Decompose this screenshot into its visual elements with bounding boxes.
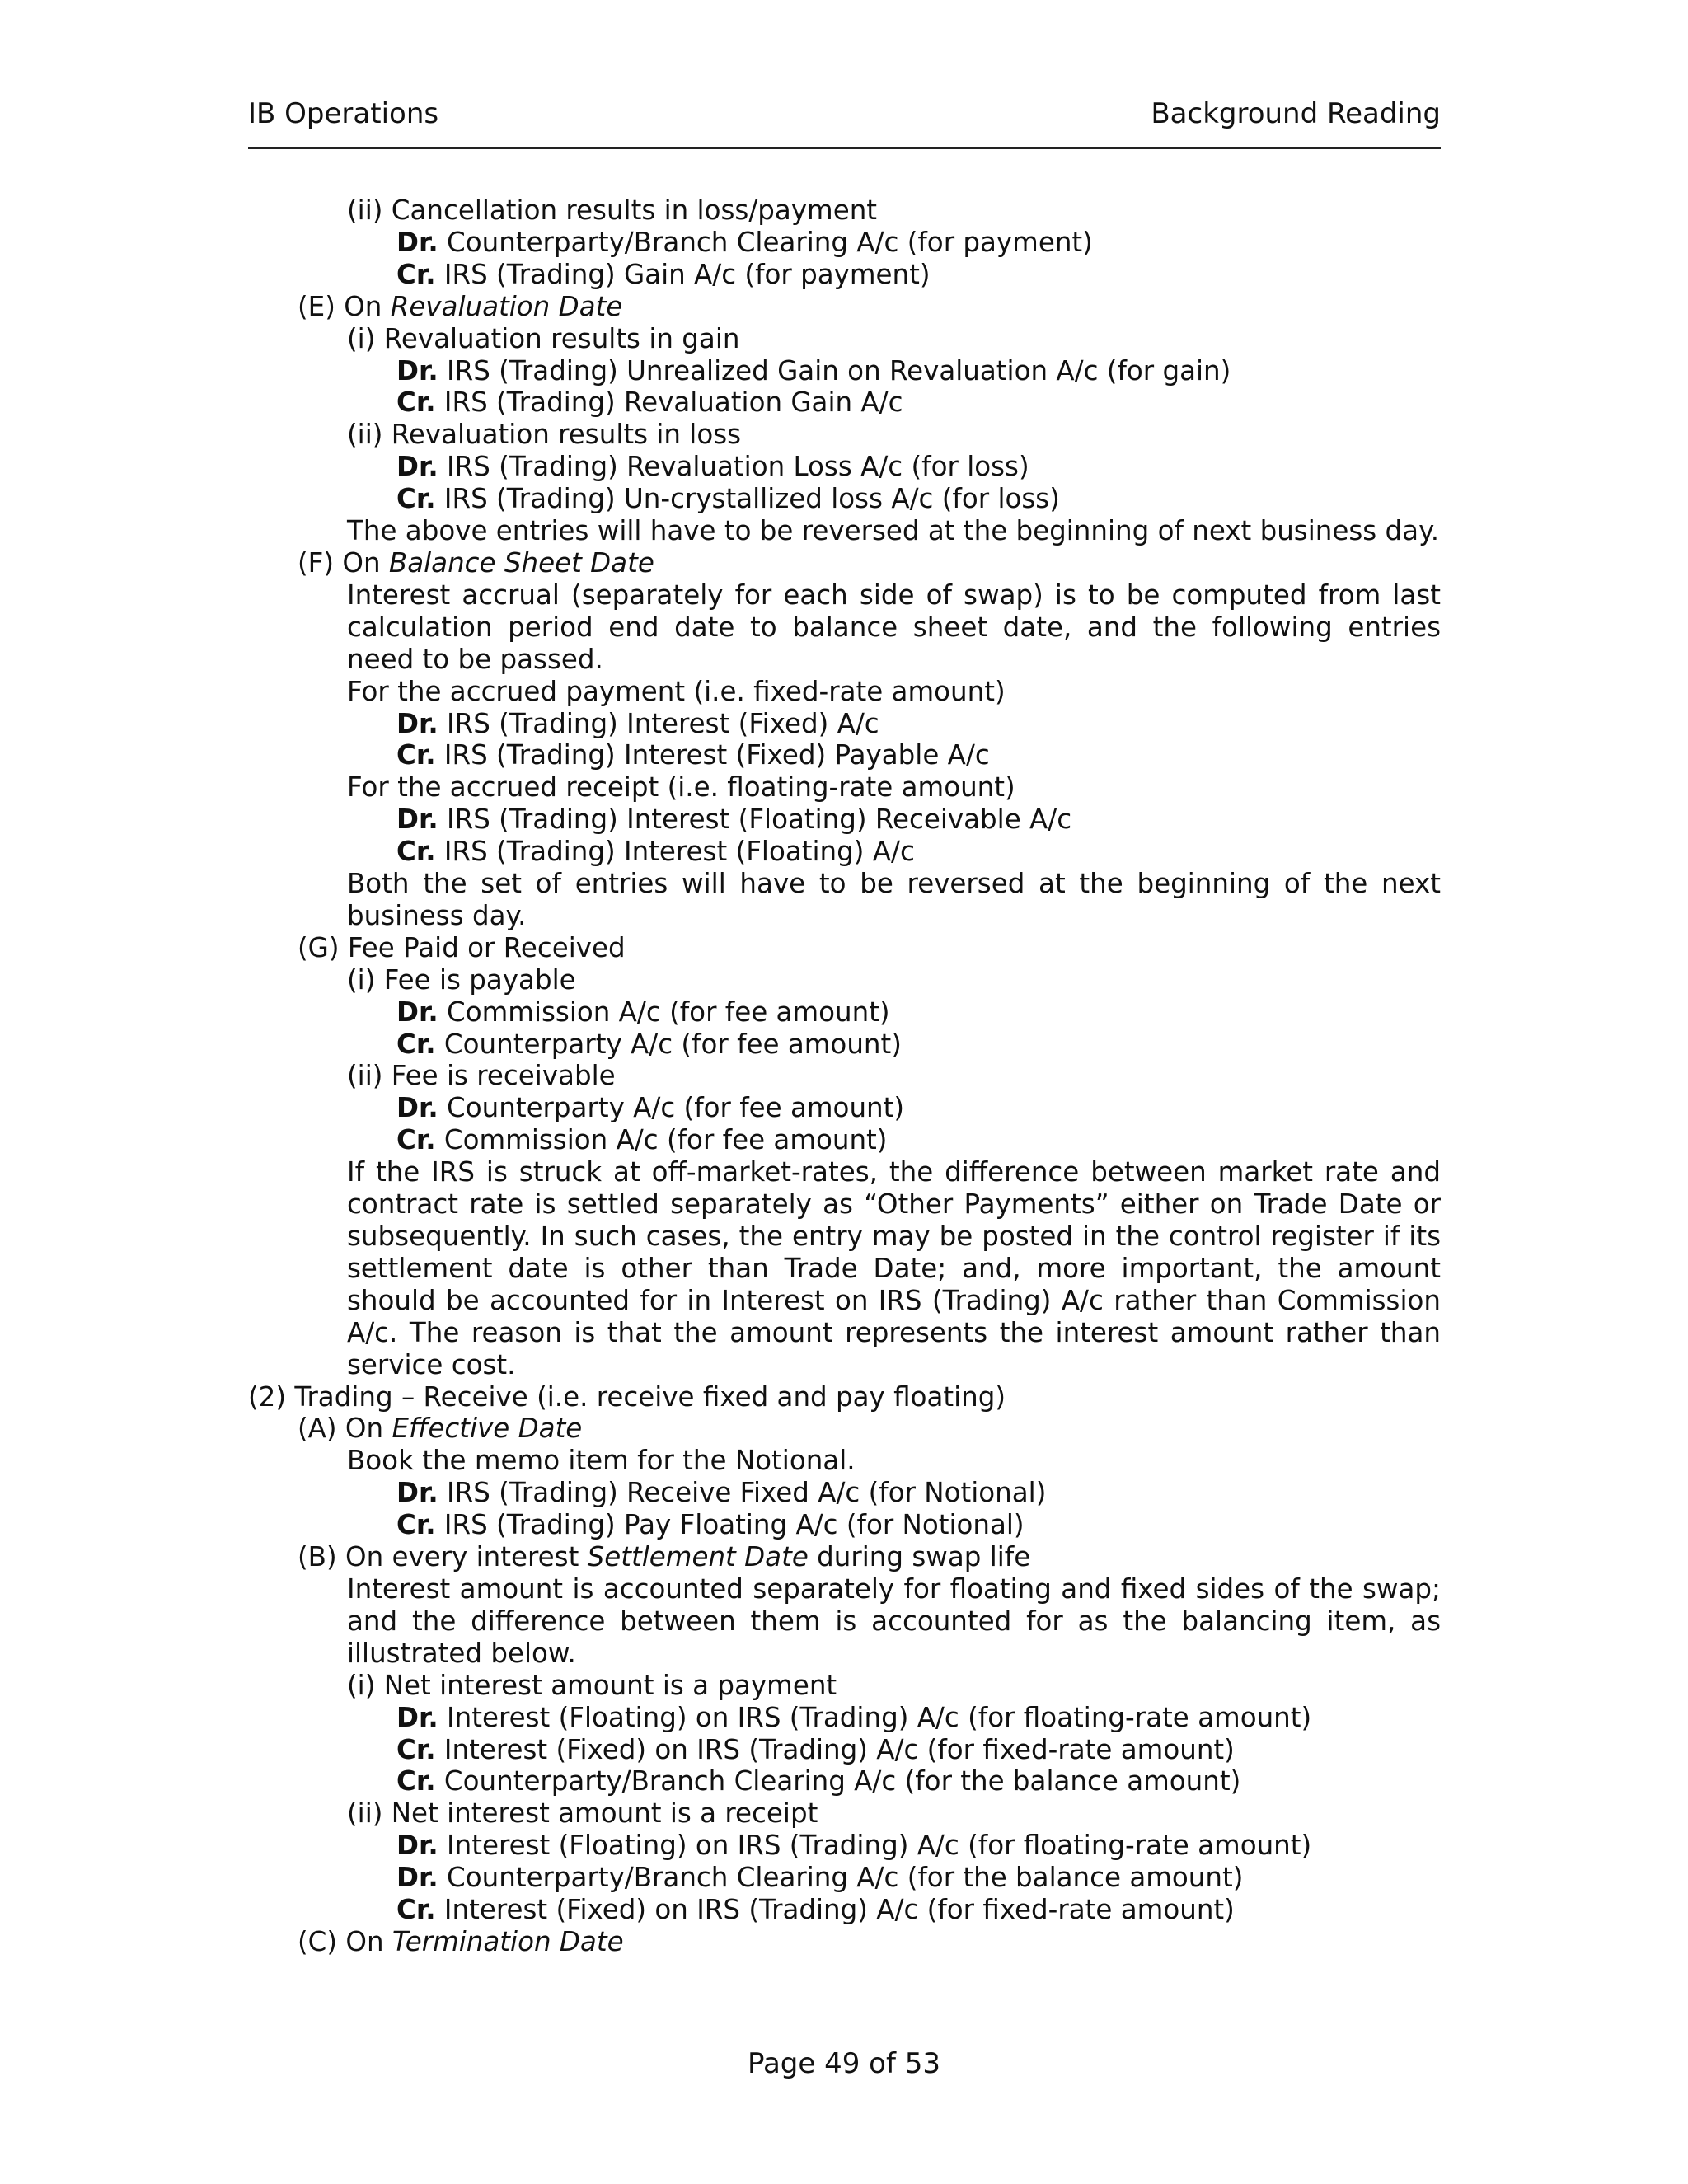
journal-entry-line	[248, 1862, 1441, 1894]
section-heading	[248, 1413, 1441, 1445]
debit-label: Dr.	[396, 226, 438, 258]
heading-prefix: (E) On	[298, 290, 391, 322]
journal-entry-line	[248, 1477, 1441, 1509]
credit-label: Cr.	[396, 258, 436, 290]
line-text: (ii) Fee is receivable	[347, 1060, 616, 1092]
debit-label: Dr.	[396, 1701, 438, 1733]
account-text: IRS (Trading) Un-crystallized loss A/c (for loss)	[435, 483, 1060, 515]
heading-prefix: (F) On	[298, 546, 389, 579]
account-text: Counterparty/Branch Clearing A/c (for the balance amount)	[435, 1765, 1241, 1797]
section-heading	[248, 1541, 1441, 1573]
line-text: For the accrued payment (i.e. fixed-rate amount)	[347, 675, 1006, 707]
debit-label: Dr.	[396, 451, 438, 483]
text-line	[248, 1797, 1441, 1830]
account-text: Interest (Floating) on IRS (Trading) A/c (for floating-rate amount)	[438, 1701, 1312, 1733]
account-text: Counterparty/Branch Clearing A/c (for the balance amount)	[438, 1862, 1244, 1894]
account-text: Commission A/c (for fee amount)	[438, 996, 890, 1028]
journal-entry-line	[248, 451, 1441, 483]
account-text: Interest (Floating) on IRS (Trading) A/c (for floating-rate amount)	[438, 1830, 1312, 1862]
paragraph	[248, 579, 1441, 676]
credit-label: Cr.	[396, 1509, 436, 1541]
line-text: (G) Fee Paid or Received	[298, 931, 626, 963]
text-line	[248, 323, 1441, 355]
journal-entry-line	[248, 1124, 1441, 1156]
credit-label: Cr.	[396, 1765, 436, 1797]
line-text: (ii) Cancellation results in loss/payment	[347, 194, 878, 226]
paragraph-text: Interest amount is accounted separately for floating and fixed sides of the swap; and the difference between them is accounted for as the balancing item, as illustrated below.	[347, 1572, 1441, 1669]
paragraph-text: Both the set of entries will have to be reversed at the beginning of the next business day.	[347, 868, 1441, 931]
heading-italic: Termination Date	[392, 1925, 624, 1957]
account-text: IRS (Trading) Interest (Fixed) Payable A/c	[435, 739, 990, 771]
account-text: Interest (Fixed) on IRS (Trading) A/c (for fixed-rate amount)	[435, 1733, 1235, 1765]
account-text: Counterparty/Branch Clearing A/c (for payment)	[438, 226, 1093, 258]
text-line	[248, 1670, 1441, 1702]
account-text: IRS (Trading) Interest (Fixed) A/c	[438, 707, 879, 739]
line-text: For the accrued receipt (i.e. floating-rate amount)	[347, 771, 1015, 804]
line-text: (i) Revaluation results in gain	[347, 322, 740, 354]
section-heading	[248, 932, 1441, 964]
debit-label: Dr.	[396, 354, 438, 387]
journal-entry-line	[248, 227, 1441, 259]
line-text: (ii) Net interest amount is a receipt	[347, 1797, 818, 1830]
account-text: IRS (Trading) Revaluation Loss A/c (for loss)	[438, 451, 1029, 483]
account-text: Commission A/c (for fee amount)	[435, 1124, 888, 1156]
section-heading	[248, 1381, 1441, 1413]
section-heading	[248, 291, 1441, 323]
paragraph	[248, 868, 1441, 932]
header-left: IB Operations	[248, 97, 439, 130]
journal-entry-line	[248, 1509, 1441, 1541]
line-text: (ii) Revaluation results in loss	[347, 419, 742, 451]
journal-entry-line	[248, 483, 1441, 515]
account-text: IRS (Trading) Receive Fixed A/c (for Notional)	[438, 1477, 1047, 1509]
line-text: (i) Net interest amount is a payment	[347, 1669, 837, 1701]
heading-prefix: (B) On every interest	[298, 1541, 588, 1573]
section-heading	[248, 547, 1441, 579]
text-line	[248, 1445, 1441, 1477]
journal-entry-line	[248, 708, 1441, 740]
credit-label: Cr.	[396, 1124, 436, 1156]
journal-entry-line	[248, 1029, 1441, 1061]
debit-label: Dr.	[396, 996, 438, 1028]
heading-italic: Effective Date	[392, 1413, 583, 1445]
line-text: (i) Fee is payable	[347, 963, 576, 996]
account-text: IRS (Trading) Pay Floating A/c (for Notional)	[435, 1509, 1025, 1541]
journal-entry-line	[248, 1894, 1441, 1926]
debit-label: Dr.	[396, 1092, 438, 1124]
paragraph	[248, 1573, 1441, 1670]
text-line	[248, 419, 1441, 451]
journal-entry-line	[248, 1830, 1441, 1862]
text-line	[248, 1060, 1441, 1092]
journal-entry-line	[248, 355, 1441, 387]
account-text: Interest (Fixed) on IRS (Trading) A/c (for fixed-rate amount)	[435, 1894, 1235, 1926]
text-line	[248, 964, 1441, 996]
heading-italic: Revaluation Date	[390, 290, 623, 322]
debit-label: Dr.	[396, 707, 438, 739]
credit-label: Cr.	[396, 387, 436, 419]
page-header	[248, 97, 1441, 149]
journal-entry-line	[248, 1734, 1441, 1766]
account-text: IRS (Trading) Unrealized Gain on Revaluation A/c (for gain)	[438, 354, 1231, 387]
credit-label: Cr.	[396, 483, 436, 515]
credit-label: Cr.	[396, 1028, 436, 1060]
line-text: (2) Trading – Receive (i.e. receive fixed and pay floating)	[248, 1380, 1006, 1413]
account-text: IRS (Trading) Gain A/c (for payment)	[435, 258, 931, 290]
credit-label: Cr.	[396, 1733, 436, 1765]
account-text: IRS (Trading) Interest (Floating) Receivable A/c	[438, 804, 1072, 836]
journal-entry-line	[248, 1092, 1441, 1124]
credit-label: Cr.	[396, 836, 436, 868]
journal-entry-line	[248, 996, 1441, 1029]
text-line	[248, 194, 1441, 227]
body-text	[248, 194, 1441, 1958]
debit-label: Dr.	[396, 1477, 438, 1509]
account-text: Counterparty A/c (for fee amount)	[438, 1092, 905, 1124]
text-line	[248, 676, 1441, 708]
text-line	[248, 515, 1441, 547]
journal-entry-line	[248, 1765, 1441, 1797]
paragraph-text: If the IRS is struck at off-market-rates, the difference between market rate and contract rate is settled separately as “Other Payments” either on Trade Date or subsequently. In such cases, the entry may be posted in the control register if its settlement date is other than Trade Date; and, more important, the amount should be accounted for in Interest on IRS (Trading) A/c rather than Commission A/c. The reason is that the amount represents the interest amount rather than service cost.	[347, 1156, 1441, 1380]
debit-label: Dr.	[396, 1862, 438, 1894]
credit-label: Cr.	[396, 739, 436, 771]
paragraph	[248, 1156, 1441, 1380]
account-text: IRS (Trading) Interest (Floating) A/c	[435, 836, 915, 868]
journal-entry-line	[248, 739, 1441, 771]
debit-label: Dr.	[396, 1830, 438, 1862]
journal-entry-line	[248, 387, 1441, 419]
section-heading	[248, 1926, 1441, 1958]
account-text: IRS (Trading) Revaluation Gain A/c	[435, 387, 903, 419]
journal-entry-line	[248, 836, 1441, 868]
line-text: The above entries will have to be reversed at the beginning of next business day.	[347, 515, 1440, 547]
account-text: Counterparty A/c (for fee amount)	[435, 1028, 902, 1060]
heading-suffix: during swap life	[808, 1541, 1031, 1573]
header-right: Background Reading	[1151, 97, 1441, 130]
heading-italic: Balance Sheet Date	[388, 546, 654, 579]
heading-prefix: (A) On	[298, 1413, 392, 1445]
line-text: Book the memo item for the Notional.	[347, 1445, 856, 1477]
credit-label: Cr.	[396, 1894, 436, 1926]
journal-entry-line	[248, 259, 1441, 291]
journal-entry-line	[248, 1702, 1441, 1734]
journal-entry-line	[248, 804, 1441, 836]
paragraph-text: Interest accrual (separately for each side of swap) is to be computed from last calculation period end date to balance sheet date, and the following entries need to be passed.	[347, 579, 1441, 675]
debit-label: Dr.	[396, 804, 438, 836]
heading-italic: Settlement Date	[587, 1541, 809, 1573]
page-footer: Page 49 of 53	[747, 2047, 941, 2080]
text-line	[248, 771, 1441, 804]
heading-prefix: (C) On	[298, 1925, 392, 1957]
